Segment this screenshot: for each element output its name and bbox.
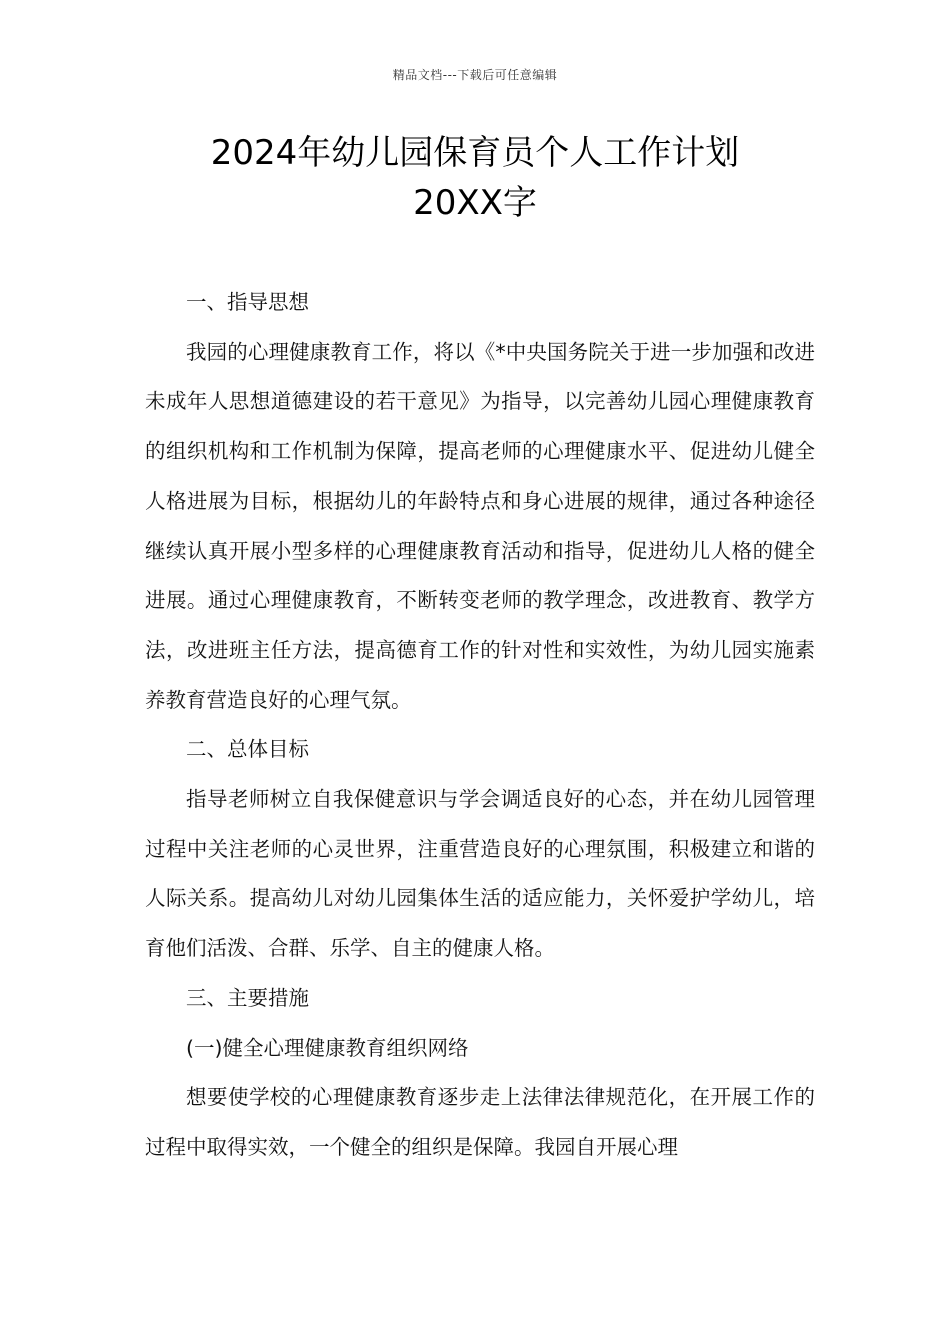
- section-heading-guiding-ideology: 一、指导思想: [186, 290, 309, 314]
- section-heading-main-measures: 三、主要措施: [186, 985, 309, 1010]
- document-body: [145, 278, 815, 1173]
- paragraph-organization-network: 想要使学校的心理健康教育逐步走上法律法律规范化，在开展工作的过程中取得实效，一个健全的组织是保障。我园自开展心理: [145, 1085, 815, 1159]
- paragraph-overall-goals: 指导老师树立自我保健意识与学会调适良好的心态，并在幼儿园管理过程中关注老师的心灵世界，注重营造良好的心理氛围，积极建立和谐的人际关系。提高幼儿对幼儿园集体生活的适应能力，关怀爱护学幼儿，培育他们活泼、合群、乐学、自主的健康人格。: [145, 787, 815, 961]
- title-line-1: 2024年幼儿园保育员个人工作计划: [210, 133, 740, 173]
- subsection-heading-organization-network: (一)健全心理健康教育组织网络: [186, 1035, 469, 1060]
- document-title: [100, 128, 850, 228]
- header-note: 精品文档---下载后可任意编辑: [392, 68, 558, 82]
- title-line-2: 20XX字: [413, 183, 537, 223]
- paragraph-guiding-ideology: 我园的心理健康教育工作，将以《*中央国务院关于进一步加强和改进未成年人思想道德建设的若干意见》为指导，以完善幼儿园心理健康教育的组织机构和工作机制为保障，提高老师的心理健康水平、促进幼儿健全人格进展为目标，根据幼儿的年龄特点和身心进展的规律，通过各种途径继续认真开展小型多样的心理健康教育活动和指导，促进幼儿人格的健全进展。通过心理健康教育，不断转变老师的教学理念，改进教育、教学方法，改进班主任方法，提高德育工作的针对性和实效性，为幼儿园实施素养教育营造良好的心理气氛。: [145, 339, 815, 712]
- section-heading-overall-goals: 二、总体目标: [186, 737, 309, 762]
